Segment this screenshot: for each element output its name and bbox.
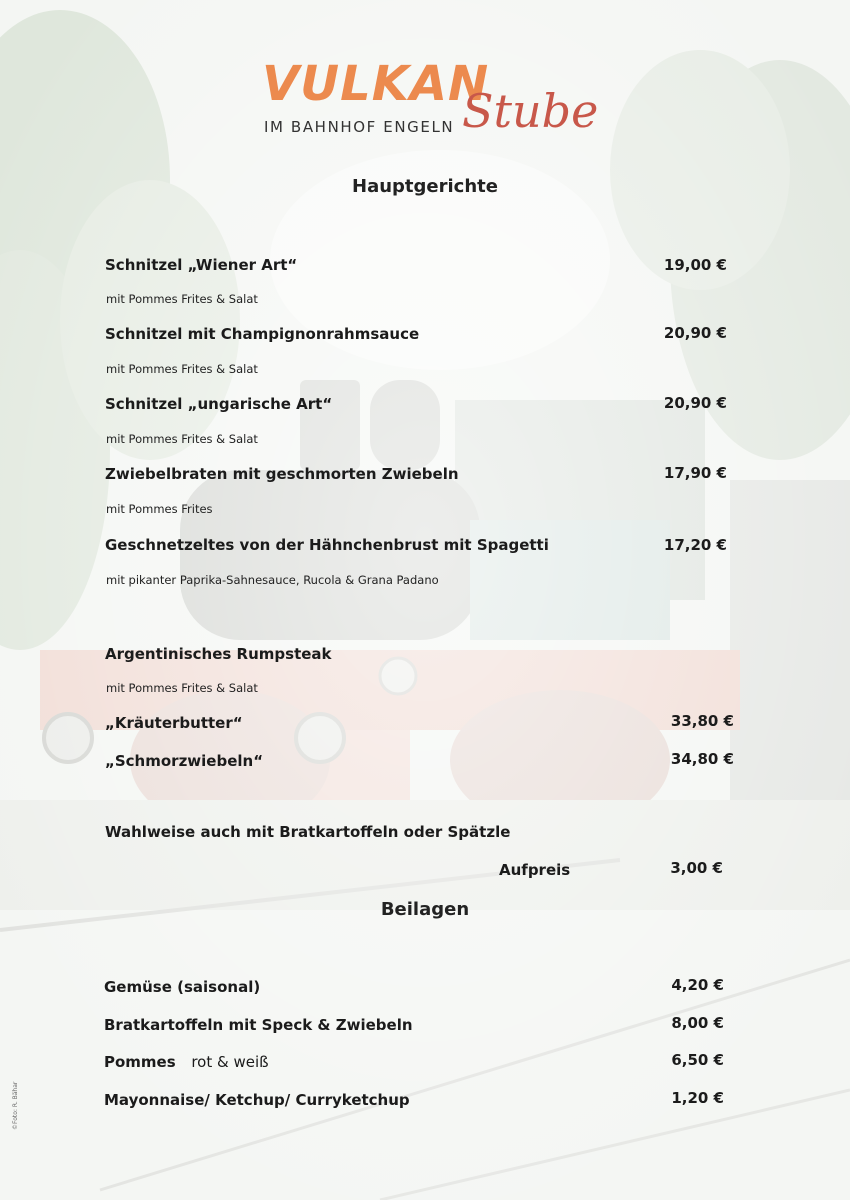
side-dish-price: 1,20 € (671, 1089, 724, 1107)
rumpsteak-description: mit Pommes Frites & Salat (106, 681, 258, 695)
logo-subtitle: IM BAHNHOF ENGELN (264, 118, 455, 136)
dish-price: 20,90 € (663, 394, 727, 412)
surcharge-label: Aufpreis (499, 861, 571, 879)
photo-credit: ©Foto: R. Bähar (12, 1081, 19, 1130)
dish-description: mit Pommes Frites & Salat (106, 432, 258, 446)
dish-description: mit Pommes Frites & Salat (106, 362, 258, 376)
side-dish-name: Gemüse (saisonal) (104, 978, 261, 996)
rumpsteak-option-price: 34,80 € (670, 750, 734, 768)
side-dish-name: Bratkartoffeln mit Speck & Zwiebeln (104, 1016, 413, 1034)
rumpsteak-name: Argentinisches Rumpsteak (105, 645, 332, 663)
side-dish-name-main: Pommes (104, 1053, 176, 1071)
main-dishes-heading: Hauptgerichte (352, 176, 498, 197)
dish-description: mit Pommes Frites & Salat (106, 292, 258, 306)
dish-name: Schnitzel mit Champignonrahmsauce (105, 325, 420, 343)
alternative-note: Wahlweise auch mit Bratkartoffeln oder Spätzle (105, 823, 511, 841)
sides-heading: Beilagen (380, 899, 470, 920)
dish-name: Schnitzel „ungarische Art“ (105, 395, 333, 413)
dish-price: 19,00 € (663, 256, 727, 274)
surcharge-price: 3,00 € (670, 859, 723, 877)
side-dish-price: 6,50 € (671, 1051, 724, 1069)
dish-price: 17,20 € (663, 536, 727, 554)
dish-name: Zwiebelbraten mit geschmorten Zwiebeln (105, 465, 459, 483)
dish-name: Geschnetzeltes von der Hähnchenbrust mit Spagetti (105, 536, 549, 554)
rumpsteak-option-price: 33,80 € (670, 712, 734, 730)
logo-script: Stube (462, 84, 599, 138)
logo-brand: VULKAN (262, 56, 490, 112)
side-dish-extra: rot & weiß (191, 1053, 269, 1071)
dish-price: 20,90 € (663, 324, 727, 342)
side-dish-name (104, 1053, 269, 1071)
restaurant-logo (262, 56, 622, 145)
rumpsteak-option-name: „Schmorzwiebeln“ (105, 752, 264, 770)
dish-price: 17,90 € (663, 464, 727, 482)
side-dish-price: 8,00 € (671, 1014, 724, 1032)
dish-description: mit pikanter Paprika-Sahnesauce, Rucola & Grana Padano (106, 573, 439, 587)
side-dish-name: Mayonnaise/ Ketchup/ Curryketchup (104, 1091, 410, 1109)
side-dish-price: 4,20 € (671, 976, 724, 994)
dish-description: mit Pommes Frites (106, 502, 213, 516)
dish-name: Schnitzel „Wiener Art“ (105, 256, 298, 274)
rumpsteak-option-name: „Kräuterbutter“ (105, 714, 243, 732)
